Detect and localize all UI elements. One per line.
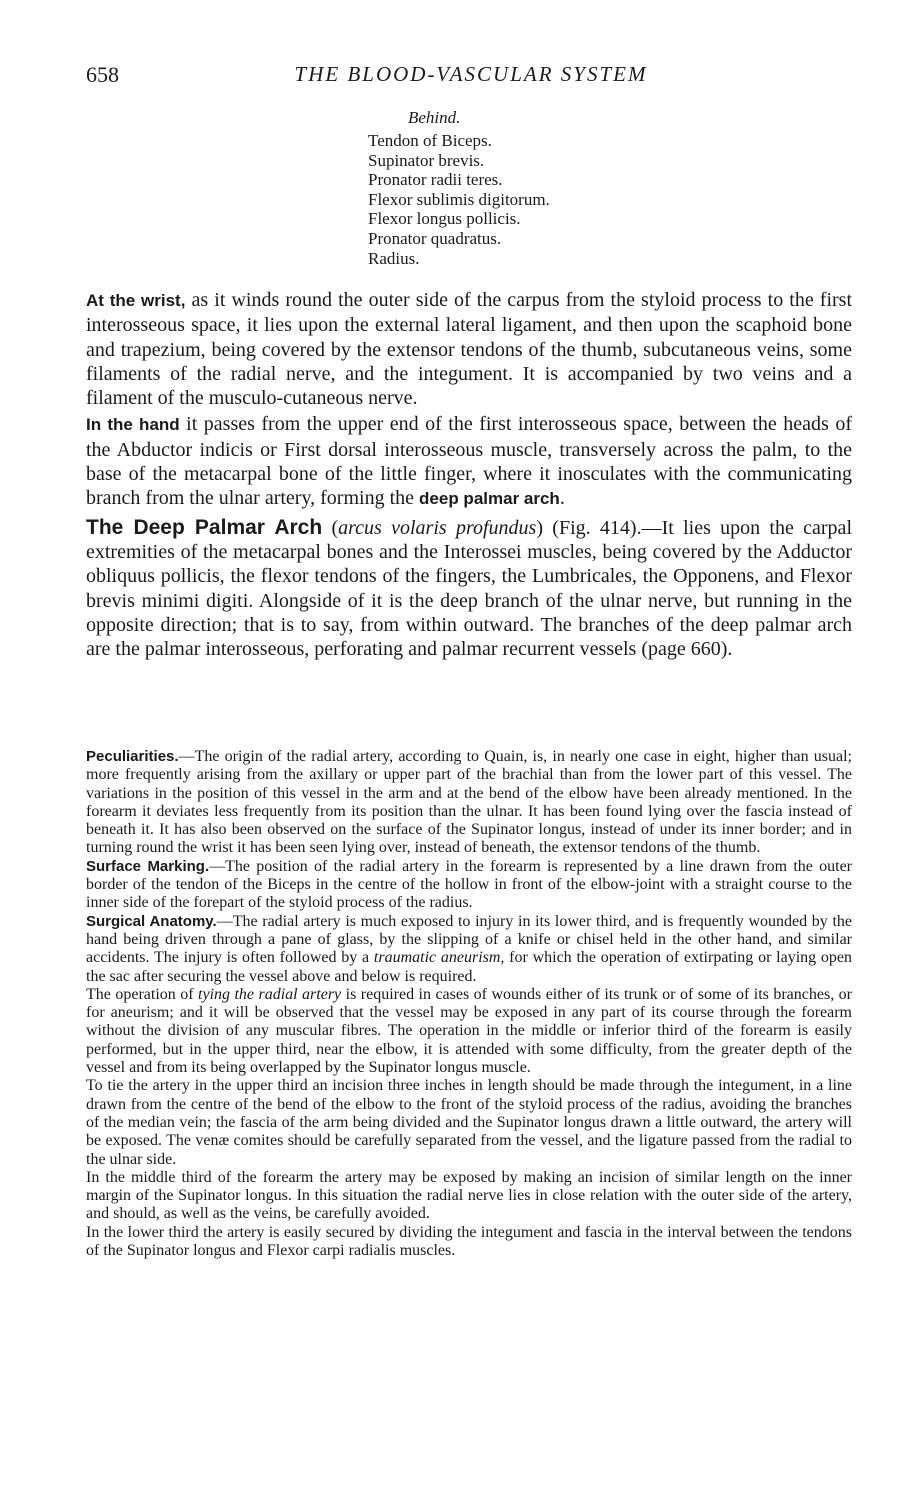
surgical-paragraph <box>86 913 852 986</box>
surgical-head: Surgical Anatomy. <box>86 912 217 930</box>
middle-third-paragraph: In the middle third of the forearm the artery may be exposed by making an incision of similar length on the inner margin of the Supinator longus. In this situation the radial nerve lies in close relation with the outer side of the artery, and should, as well as the veins, be carefully avoided. <box>86 1168 852 1223</box>
peculiarities-paragraph <box>86 748 852 858</box>
behind-item: Tendon of Biceps. <box>368 131 492 150</box>
wrist-text: as it winds round the outer side of the carpus from the styloid process to the first interosseous space, it lies upon the external lateral ligament, and then upon the scaphoid bone and trapezium, being covered by the extensor tendons of the thumb, subcutaneous veins, some filaments of the radial nerve, and the integument. It is accompanied by two veins and a filament of the musculo-cutaneous nerve. <box>86 289 852 410</box>
arch-latin: arcus volaris profundus <box>338 516 537 539</box>
behind-item: Flexor longus pollicis. <box>368 209 521 229</box>
arch-head: The Deep Palmar Arch <box>86 515 323 539</box>
behind-list <box>368 107 768 268</box>
upper-third-paragraph: To tie the artery in the upper third an incision three inches in length should be made through the integument, in a line drawn from the centre of the bend of the elbow to the front of the styloid process of the radius, avoiding the branches of the median vein; the fascia of the arm being divided and the Supinator longus drawn a little outward, the artery will be exposed. The venæ comites should be carefully separated from the vessel, and the ligature passed from the radial to the ulnar side. <box>86 1077 852 1168</box>
surgical-text: —The radial artery is much exposed to injury in its lower third, and is frequently wounded by the hand being driven through a pane of glass, by the slipping of a knife or chisel held in the other hand, and similar accidents. The injury is often followed by a <box>86 912 852 967</box>
behind-heading: Behind. <box>408 108 461 127</box>
hand-tail: . <box>559 487 565 510</box>
operation-ital: tying the radial artery <box>198 985 342 1003</box>
running-title: THE BLOOD-VASCULAR SYSTEM <box>294 62 648 86</box>
hand-paragraph <box>86 412 852 511</box>
operation-text: is required in cases of wounds either of its trunk or of some of its branches, or for aneurism; and it will be observed that the vessel may be exposed in any part of its course through the forearm without the division of any muscular fibres. The operation in the middle or inferior third of the forearm is easily performed, but in the upper third, near the elbow, it is attended with some difficulty, from the greater depth of the vessel and from its being overlapped by the Supinator longus muscle. <box>86 985 853 1077</box>
page-header <box>86 62 856 92</box>
hand-bold-end: deep palmar arch <box>419 489 560 509</box>
page-number: 658 <box>86 62 119 87</box>
operation-paragraph <box>86 986 852 1077</box>
hand-head: In the hand <box>86 415 180 435</box>
main-text <box>86 288 852 661</box>
surgical-tail: for which the operation of extirpating or laying open the sac after securing the vessel above and below is required. <box>86 949 852 985</box>
behind-item: Radius. <box>368 248 420 268</box>
surface-paragraph <box>86 858 852 913</box>
arch-paragraph: The Deep Palmar Arch (arcus volaris profundus) (Fig. 414).—It lies upon the carpal extremities of the metacarpal bones and the Interossei muscles, being covered by the Adductor obliquus pollicis, the flexor tendons of the fingers, the Lumbricales, the Opponens, and Flexor brevis minimi digiti. Alongside of it is the deep branch of the ulnar nerve, but running in the opposite direction; that is to say, from within outward. The branches of the deep palmar arch are the palmar interosseous, perforating and palmar recurrent vessels (page 660). <box>86 515 852 661</box>
surface-text: —The position of the radial artery in the forearm is represented by a line drawn from the outer border of the tendon of the Biceps in the centre of the hollow in front of the elbow-joint with a straight course to the inner side of the forepart of the styloid process of the radius. <box>86 857 853 912</box>
notes-text <box>86 748 852 1260</box>
behind-item: Supinator brevis. <box>368 150 485 170</box>
lower-third-paragraph: In the lower third the artery is easily secured by dividing the integument and fascia in the interval between the tendons of the Supinator longus and Flexor carpi radialis muscles. <box>86 1223 852 1260</box>
surgical-ital: traumatic aneurism, <box>373 949 505 967</box>
behind-item: Flexor sublimis digitorum. <box>368 189 550 209</box>
operation-pre: The operation of <box>86 985 199 1003</box>
surface-head: Surface Marking. <box>86 857 210 875</box>
behind-item: Pronator quadratus. <box>368 228 502 248</box>
wrist-head: At the wrist, <box>86 291 186 310</box>
behind-item: Pronator radii teres. <box>368 170 503 190</box>
wrist-paragraph <box>86 288 852 410</box>
arch-text: ) (Fig. 414).—It lies upon the carpal extremities of the metacarpal bones and the Interossei muscles, being covered by the Adductor obliquus pollicis, the flexor tendons of the fingers, the Lumbricales, the Opponens, and Flexor brevis minimi digiti. Alongside of it is the deep branch of the ulnar nerve, but running in the opposite direction; that is to say, from within outward. The branches of the deep palmar arch are the palmar interosseous, perforating and palmar recurrent vessels (page 660). <box>86 516 852 661</box>
peculiarities-text: —The origin of the radial artery, according to Quain, is, in nearly one case in eight, higher than usual; more frequently arising from the axillary or upper part of the brachial than from the lower part of this vessel. The variations in the position of this vessel in the arm and at the bend of the elbow have been already mentioned. In the forearm it deviates less frequently from its position than the ulnar. It has been found lying over the fascia instead of beneath it. It has also been observed on the surface of the Supinator longus, instead of under its inner border; and in turning round the wrist it has been seen lying over, instead of beneath, the extensor tendons of the thumb. <box>86 748 852 857</box>
peculiarities-head: Peculiarities. <box>86 748 179 765</box>
hand-text: it passes from the upper end of the first interosseous space, between the heads of the Abductor indicis or First dorsal interosseous muscle, transversely across the palm, to the base of the metacarpal bone of the little finger, where it inosculates with the communicating branch from the ulnar artery, forming the <box>86 413 852 510</box>
